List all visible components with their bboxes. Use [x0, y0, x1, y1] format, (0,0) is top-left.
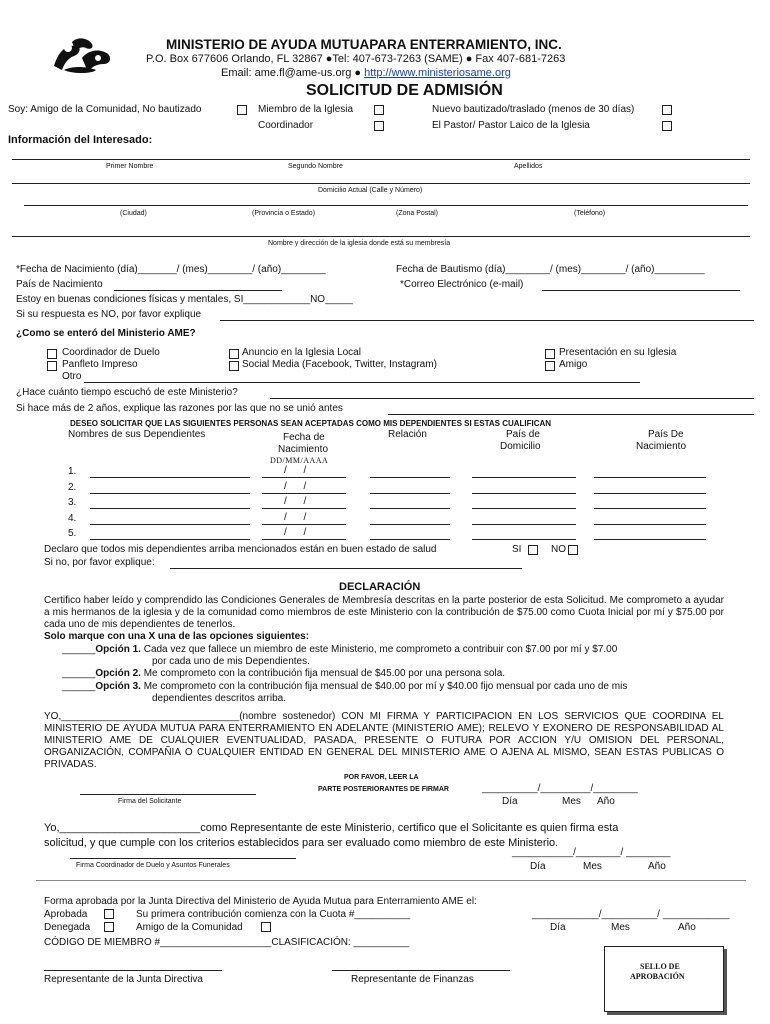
dependiente-fecha-separators: / /	[284, 481, 307, 492]
junta-ano-label: Año	[678, 922, 696, 933]
exoneracion-paragraph: YO,________________________________(nombre sostenedor) CON MI FIRMA Y PARTICIPACION EN LOS SERVICIOS QUE COORDINA EL MINISTERIO DE AYUDA MUTUA PARA ENTERRAMIENTO EN ADELANTE (MINISTERIO AME); RELEVO Y EXONERO DE RESPONSABILIDAD AL MINISTERIO AME DE CUALQUIER EVENTUALIDAD, PASADA, PRESENTE O FUTURA POR ACCION Y/U OMISION DEL PERSONAL, ORGANIZACIÓN, COMPAÑIA O CUALQUIER ENTIDAD EN GENERAL DEL MINISTERIO AME O AJENA AL MISMO, SEAN ESTAS PUBLICAS O PRIVADAS.	[44, 711, 724, 770]
dependiente-domicilio-line[interactable]	[472, 477, 576, 478]
col-domicilio-2: Domicilio	[500, 441, 541, 452]
dependiente-row-number: 2.	[68, 482, 77, 493]
coordinador-checkbox[interactable]	[374, 121, 384, 131]
mas-dos-label: Si hace más de 2 años, explique las razones por las que no se unió antes	[16, 403, 343, 414]
fecha-solicitante[interactable]: __________/_________/________	[482, 783, 638, 794]
leer-1: POR FAVOR, LEER LA	[344, 774, 419, 781]
opcion-3-text: Me comprometo con la contribución fija mensual de $40.00 por mí y $40.00 fijo mensual por cada uno de mis	[140, 681, 628, 692]
opcion-3[interactable]: ______Opción 3. Me comprometo con la contribución fija mensual de $40.00 por mí y $40.00 fijo mensual por cada uno de mis	[62, 681, 628, 692]
social-media-checkbox[interactable]	[229, 361, 239, 371]
ciudad-label: (Ciudad)	[120, 210, 147, 217]
ciudad-line[interactable]	[24, 205, 748, 206]
rep-dia-label: Día	[530, 861, 546, 872]
form-title: SOLICITUD DE ADMISIÓN	[306, 82, 503, 99]
dependiente-domicilio-line[interactable]	[472, 539, 576, 540]
declaracion-heading: DECLARACIÓN	[339, 581, 421, 593]
amigo-fuente-label: Amigo	[559, 359, 588, 370]
rep-junta-label: Representante de la Junta Directiva	[44, 974, 203, 985]
org-email: Email: ame.fl@ame-us.org ●	[221, 67, 365, 79]
iglesia-label: Nombre y dirección de la iglesia donde está su membresía	[268, 240, 451, 247]
declaro-label: Declaro que todos mis dependientes arriba mencionados están en buen estado de salud	[44, 544, 437, 555]
junta-dia-label: Día	[550, 922, 566, 933]
telefono-label: (Teléfono)	[574, 210, 606, 217]
org-name: MINISTERIO DE AYUDA MUTUAPARA ENTERRAMIENTO, INC.	[166, 37, 562, 52]
mas-dos-line[interactable]	[388, 414, 754, 415]
dependiente-nacimiento-line[interactable]	[594, 493, 706, 494]
anuncio-label: Anuncio en la Iglesia Local	[242, 347, 361, 358]
panfleto-checkbox[interactable]	[47, 361, 57, 371]
dependiente-fecha-separators: / /	[284, 496, 307, 507]
coordinador-duelo-label: Coordinador de Duelo	[62, 347, 160, 358]
org-contact	[221, 67, 511, 79]
coordinador-label: Coordinador	[258, 120, 314, 131]
amigo-checkbox[interactable]	[237, 105, 247, 115]
primera-contribucion[interactable]: Su primera contribución comienza con la Cuota #__________	[136, 909, 411, 920]
si-label: SI	[512, 544, 522, 555]
nacimiento-field[interactable]: *Fecha de Nacimiento (día)_______/ (mes)________/ (año)________	[16, 264, 326, 275]
denegada-label: Denegada	[44, 922, 91, 933]
soy-label: Soy: Amigo de la Comunidad, No bautizado	[8, 104, 202, 115]
dependiente-row-number: 4.	[68, 513, 77, 524]
bautismo-field[interactable]: Fecha de Bautismo (día)________/ (mes)________/ (año)_________	[396, 264, 705, 275]
salud-si-checkbox[interactable]	[528, 545, 538, 555]
dependiente-domicilio-line[interactable]	[472, 508, 576, 509]
pais-line[interactable]	[114, 290, 282, 291]
solo-marque: Solo marque con una X una de las opciones siguientes:	[44, 631, 310, 642]
dependiente-fecha-line[interactable]	[262, 508, 346, 509]
dependiente-fecha-separators: / /	[284, 527, 307, 538]
otro-line[interactable]	[84, 382, 640, 383]
opcion-2[interactable]: ______Opción 2. Me comprometo con la contribución fija mensual de $45.00 por una persona sola.	[62, 668, 506, 679]
otro-label: Otro	[62, 371, 82, 382]
social-media-label: Social Media (Facebook, Twitter, Instagram)	[242, 359, 437, 370]
representante-text-1: Yo,_______________________como Representante de este Ministerio, certifico que el Solicitante es quien firma esta	[44, 822, 619, 834]
salud-no-checkbox[interactable]	[568, 545, 578, 555]
opcion-3-label: Opción 3.	[95, 681, 141, 692]
rep-mes-label: Mes	[583, 861, 602, 872]
firma-solicitante-label: Firma del Solicitante	[118, 798, 182, 805]
col-fecha-1: Fecha de	[283, 432, 325, 443]
explique-label: Si su respuesta es NO, por favor explique	[16, 309, 202, 320]
provincia-label: (Provincia o Estado)	[252, 210, 316, 217]
panfleto-label: Panfleto Impreso	[62, 359, 138, 370]
col-fecha-3: DD/MM/AAAA	[270, 456, 329, 465]
dependiente-fecha-line[interactable]	[262, 493, 346, 494]
opcion-1-text: Cada vez que fallece un miembro de este Ministerio, me comprometo a contribuir con $7.00 por mí y $7.00	[140, 644, 618, 655]
dependiente-fecha-separators: / /	[284, 512, 307, 523]
dependiente-relacion-line[interactable]	[370, 477, 450, 478]
presentacion-checkbox[interactable]	[545, 349, 555, 359]
pais-label: País de Nacimiento	[16, 279, 103, 290]
amigo-comunidad-checkbox[interactable]	[261, 922, 271, 932]
apellidos-label: Apellidos	[514, 163, 543, 170]
leer-2: PARTE POSTERIORANTES DE FIRMAR	[318, 786, 449, 793]
aprobada-checkbox[interactable]	[104, 909, 114, 919]
dependiente-nacimiento-line[interactable]	[594, 508, 706, 509]
col-relacion: Relación	[388, 429, 427, 440]
fecha-representante[interactable]: ___________/________/ ________	[512, 847, 671, 858]
si-no-label: Si no, por favor explique:	[44, 557, 155, 568]
website-link[interactable]: http://www.ministeriosame.org	[364, 67, 511, 79]
amigo-comunidad-label: Amigo de la Comunidad	[136, 922, 243, 933]
pastor-checkbox[interactable]	[662, 121, 672, 131]
explique-line[interactable]	[220, 320, 754, 321]
domicilio-line[interactable]	[12, 183, 750, 184]
firma-coordinador-line[interactable]	[70, 858, 296, 859]
dependiente-fecha-line[interactable]	[262, 539, 346, 540]
dependiente-nombre-line[interactable]	[90, 477, 250, 478]
dependiente-row-number: 3.	[68, 497, 77, 508]
dependiente-relacion-line[interactable]	[370, 539, 450, 540]
dependiente-nacimiento-line[interactable]	[594, 539, 706, 540]
rep-ano-label: Año	[648, 861, 666, 872]
opcion-1-label: Opción 1.	[95, 644, 141, 655]
col-fecha-2: Nacimiento	[278, 444, 329, 455]
sello-label-2: APROBACIÓN	[630, 972, 685, 981]
amigo-fuente-checkbox[interactable]	[545, 361, 555, 371]
cuanto-line[interactable]	[270, 398, 754, 399]
section-divider	[36, 880, 746, 881]
dependiente-nombre-line[interactable]	[90, 524, 250, 525]
opcion-2-text: Me comprometo con la contribución fija mensual de $45.00 por una persona sola.	[140, 668, 506, 679]
interesado-heading: Información del Interesado:	[8, 134, 153, 146]
nombre-line[interactable]	[12, 159, 750, 160]
no-label: NO	[551, 544, 566, 555]
dependiente-fecha-separators: / /	[284, 465, 307, 476]
salud-field[interactable]: Estoy en buenas condiciones físicas y mentales, SI____________NO_____	[16, 294, 353, 305]
dependiente-fecha-line[interactable]	[262, 477, 346, 478]
dependiente-relacion-line[interactable]	[370, 524, 450, 525]
correo-label: *Correo Electrónico (e-mail)	[400, 279, 524, 290]
dependiente-nombre-line[interactable]	[90, 493, 250, 494]
representante-text-2: solicitud, y que cumple con los criterios establecidos para ser evaluado como miembro de este Ministerio.	[44, 837, 559, 849]
sello-label-1: SELLO DE	[640, 962, 680, 971]
dependiente-nombre-line[interactable]	[90, 539, 250, 540]
rep-finanzas-label: Representante de Finanzas	[351, 974, 474, 985]
col-nombres: Nombres de sus Dependientes	[68, 429, 206, 440]
dependientes-heading: DESEO SOLICITAR QUE LAS SIGUIENTES PERSONAS SEAN ACEPTADAS COMO MIS DEPENDIENTES SI ESTAS CUALIFICAN	[70, 419, 552, 428]
opcion-1-cont: por cada uno de mis Dependientes.	[152, 656, 310, 667]
dependiente-relacion-line[interactable]	[370, 493, 450, 494]
mes-label: Mes	[562, 796, 581, 807]
fecha-junta[interactable]: ____________/__________/ ____________	[532, 909, 730, 920]
junta-mes-label: Mes	[611, 922, 630, 933]
dependiente-relacion-line[interactable]	[370, 508, 450, 509]
segundo-nombre-label: Segundo Nombre	[288, 163, 343, 170]
pastor-label: El Pastor/ Pastor Laico de la Iglesia	[432, 120, 590, 131]
iglesia-line[interactable]	[12, 236, 750, 237]
dia-label: Día	[502, 796, 518, 807]
coordinador-duelo-checkbox[interactable]	[47, 349, 57, 359]
primer-nombre-label: Primer Nombre	[106, 163, 154, 170]
nuevo-checkbox[interactable]	[662, 105, 672, 115]
aprobada-label: Aprobada	[44, 909, 88, 920]
opcion-3-cont: dependientes descritos arriba.	[152, 693, 286, 704]
presentacion-label: Presentación en su Iglesia	[559, 347, 677, 358]
dependiente-row-number: 1.	[68, 466, 77, 477]
dependiente-row-number: 5.	[68, 528, 77, 539]
dependiente-domicilio-line[interactable]	[472, 493, 576, 494]
declaracion-paragraph: Certifico haber leído y comprendido las Condiciones Generales de Membresía descritas en la parte posterior de esta Solicitud. Me comprometo a ayudar a mis hermanos de la iglesia y de la comunidad como miembros de este Ministerio con la contribución de $75.00 como Cuota Inicial por mí y $75.00 por cada uno de mis dependientes de tenerlos.	[44, 595, 724, 630]
org-address: P.O. Box 677606 Orlando, FL 32867 ●Tel: 407-673-7263 (SAME) ● Fax 407-681-7263	[146, 53, 566, 65]
dependiente-domicilio-line[interactable]	[472, 524, 576, 525]
opcion-1[interactable]: ______Opción 1. Cada vez que fallece un miembro de este Ministerio, me comprometo a contribuir con $7.00 por mí y $7.00	[62, 644, 618, 655]
domicilio-label: Domicilio Actual (Calle y Número)	[318, 187, 423, 194]
entero-question: ¿Como se enteró del Ministerio AME?	[16, 328, 196, 339]
anuncio-checkbox[interactable]	[229, 349, 239, 359]
codigo-miembro[interactable]: CÓDIGO DE MIEMBRO #____________________CLASIFICACIÓN: __________	[44, 937, 410, 948]
ano-label: Año	[597, 796, 615, 807]
correo-line[interactable]	[542, 290, 740, 291]
cuanto-label: ¿Hace cuánto tiempo escuchó de este Ministerio?	[16, 387, 238, 398]
hands-logo-icon	[52, 36, 114, 76]
zona-label: (Zona Postal)	[396, 210, 439, 217]
firma-coordinador-label: Firma Coordinador de Duelo y Asuntos Funerales	[76, 862, 230, 869]
denegada-checkbox[interactable]	[104, 922, 114, 932]
col-nacimiento-2: Nacimiento	[636, 441, 687, 452]
rep-junta-line[interactable]	[44, 970, 222, 971]
nuevo-label: Nuevo bautizado/traslado (menos de 30 días)	[432, 104, 635, 115]
opcion-2-label: Opción 2.	[95, 668, 141, 679]
junta-text: Forma aprobada por la Junta Directiva del Ministerio de Ayuda Mutua para Enterramiento AME el:	[44, 896, 477, 907]
miembro-label: Miembro de la Iglesia	[258, 104, 354, 115]
rep-finanzas-line[interactable]	[332, 970, 510, 971]
dependiente-nombre-line[interactable]	[90, 508, 250, 509]
col-domicilio-1: País de	[506, 429, 540, 440]
dependiente-nacimiento-line[interactable]	[594, 524, 706, 525]
dependiente-fecha-line[interactable]	[262, 524, 346, 525]
si-no-line[interactable]	[170, 568, 522, 569]
col-nacimiento-1: País De	[648, 429, 684, 440]
miembro-checkbox[interactable]	[374, 105, 384, 115]
dependiente-nacimiento-line[interactable]	[594, 477, 706, 478]
firma-solicitante-line[interactable]	[80, 794, 256, 795]
